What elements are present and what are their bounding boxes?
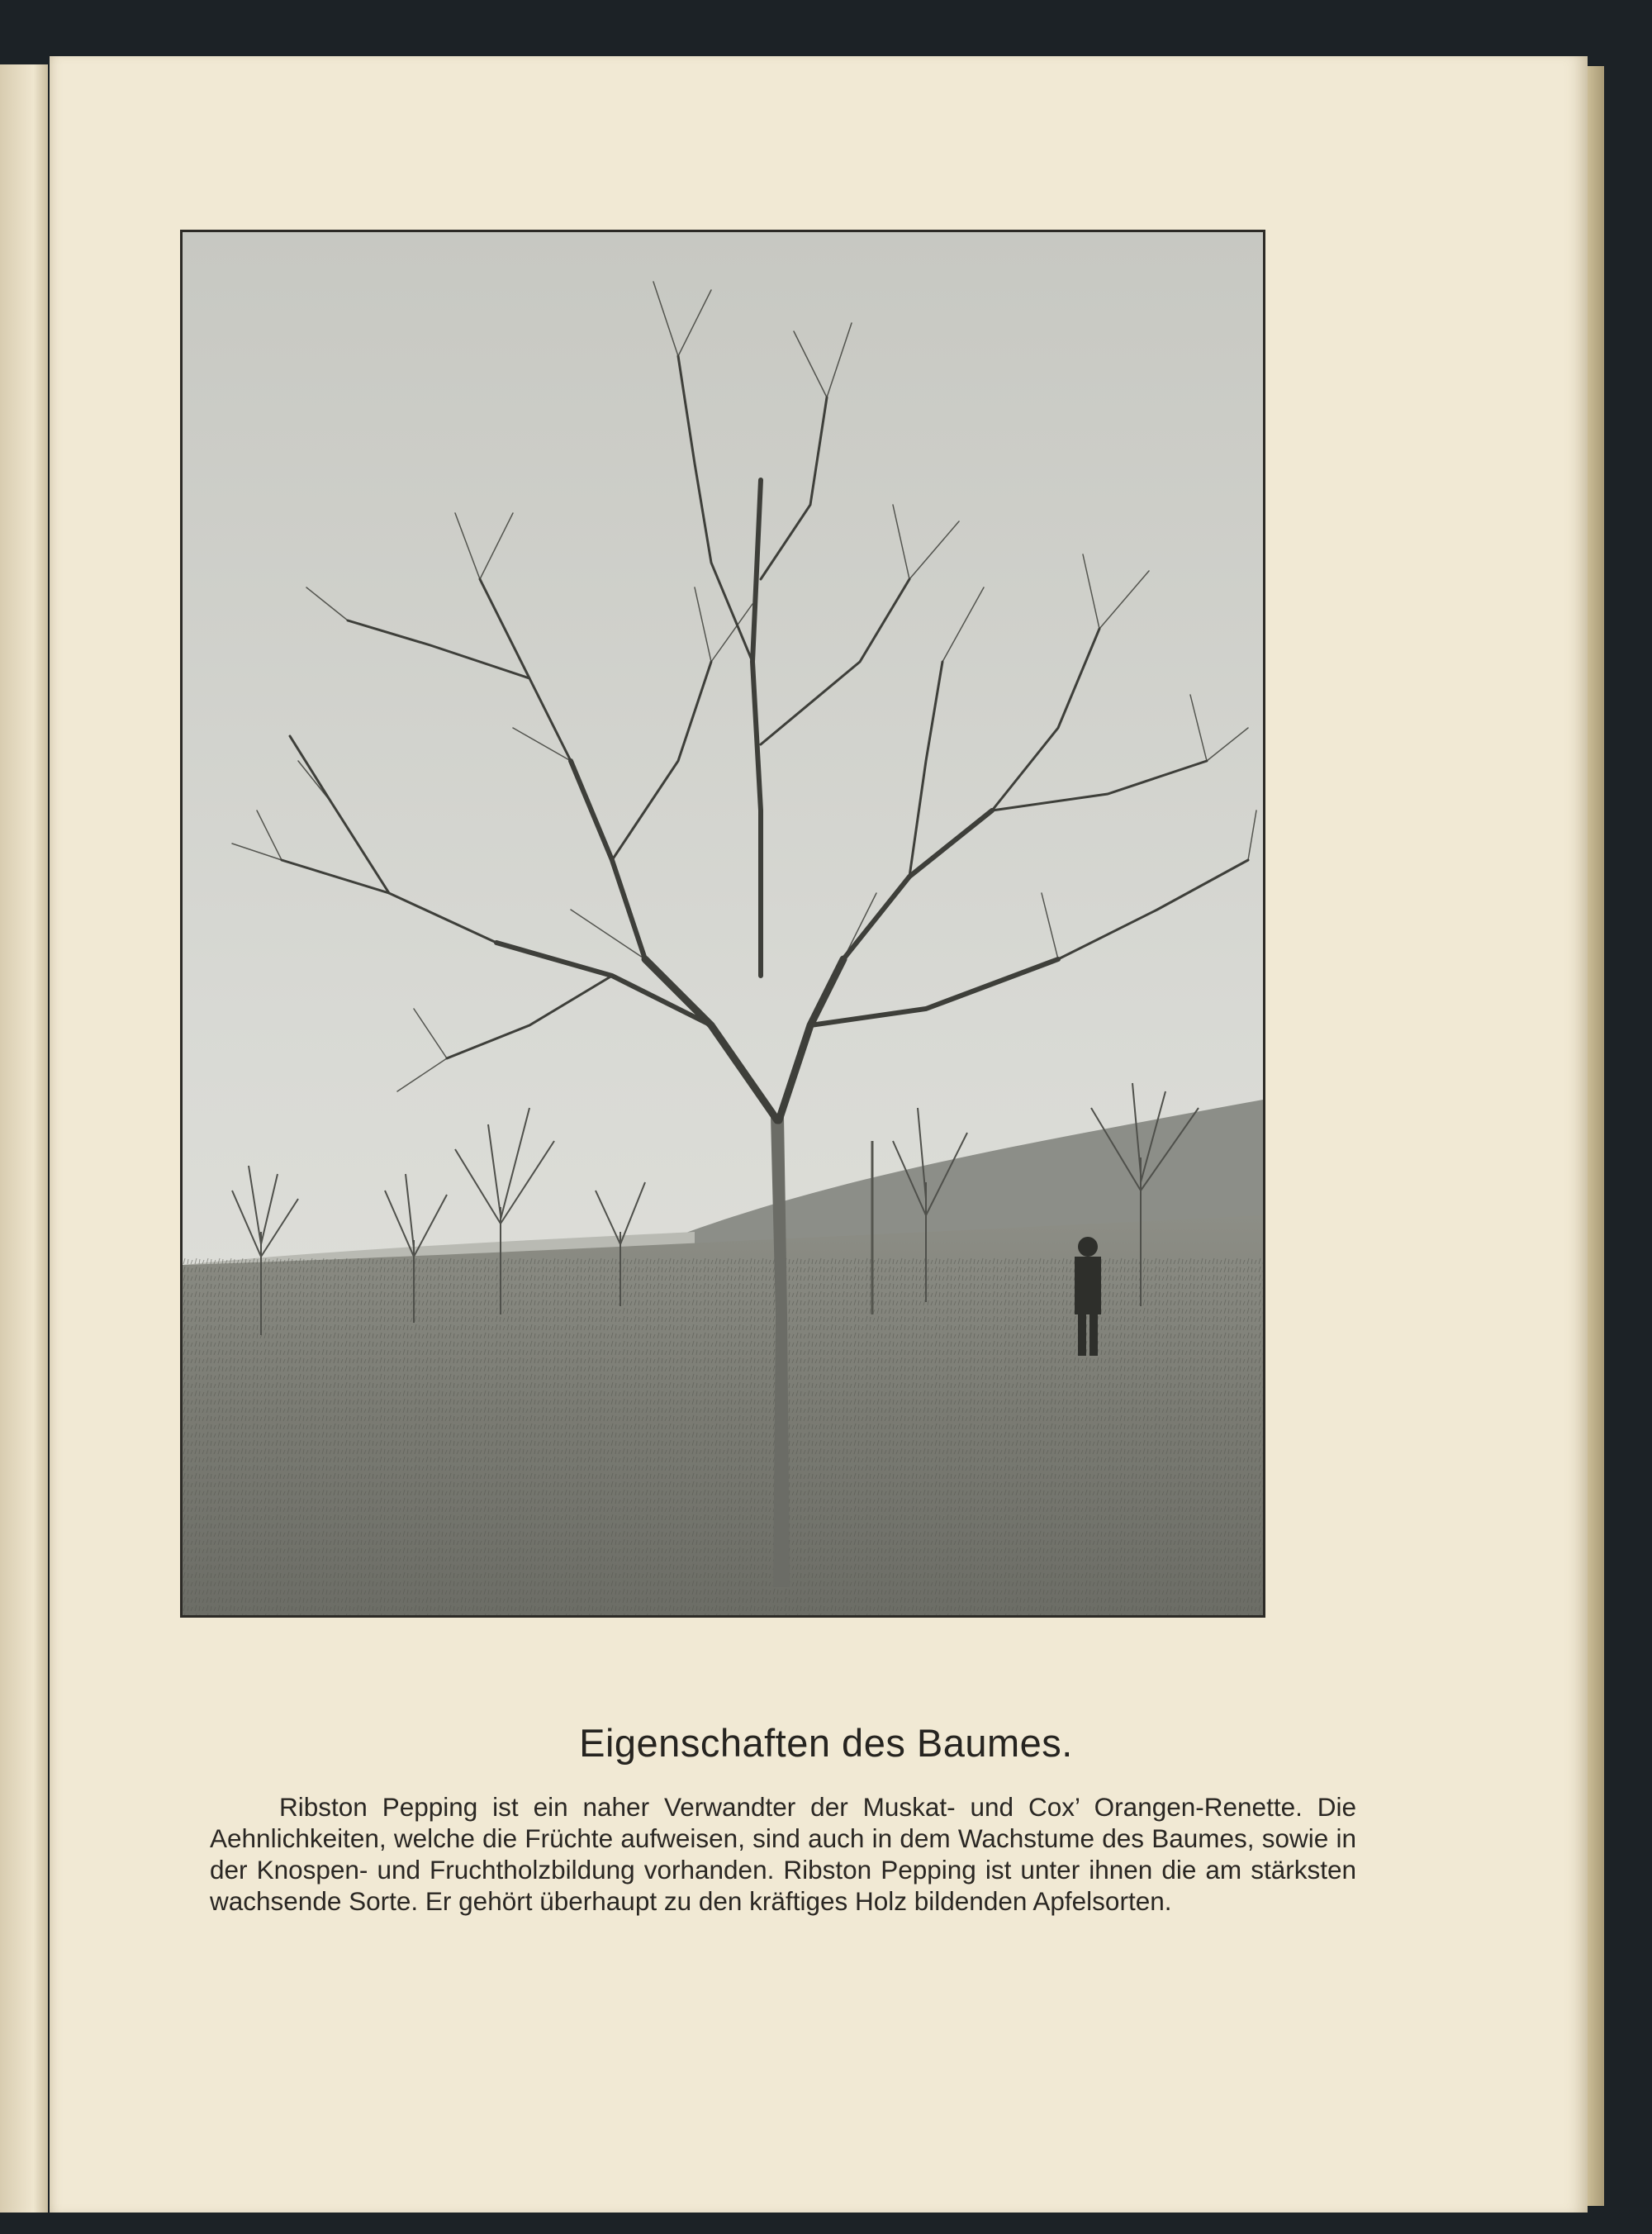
orchard-photograph — [180, 230, 1265, 1618]
facing-page-edge — [0, 64, 48, 2213]
section-heading: Eigenschaften des Baumes. — [579, 1721, 1073, 1765]
bare-tree-photo-icon — [183, 232, 1263, 1615]
body-paragraph: Ribston Pepping ist ein naher Verwandter der Muskat- und Cox’ Orangen-Renette. Die Aehnlichkeiten, welche die Früchte aufweisen, sind auch in dem Wachstume des Baumes, sowie in der Knospen- und Fruchtholzbildung vorhanden. Ribston Pepping ist unter ihnen die am stärksten wachsende Sorte. Er gehört überhaupt zu den kräftiges Holz bildenden Apfelsorten. — [210, 1792, 1356, 1916]
page-stack-edge — [1588, 66, 1604, 2206]
